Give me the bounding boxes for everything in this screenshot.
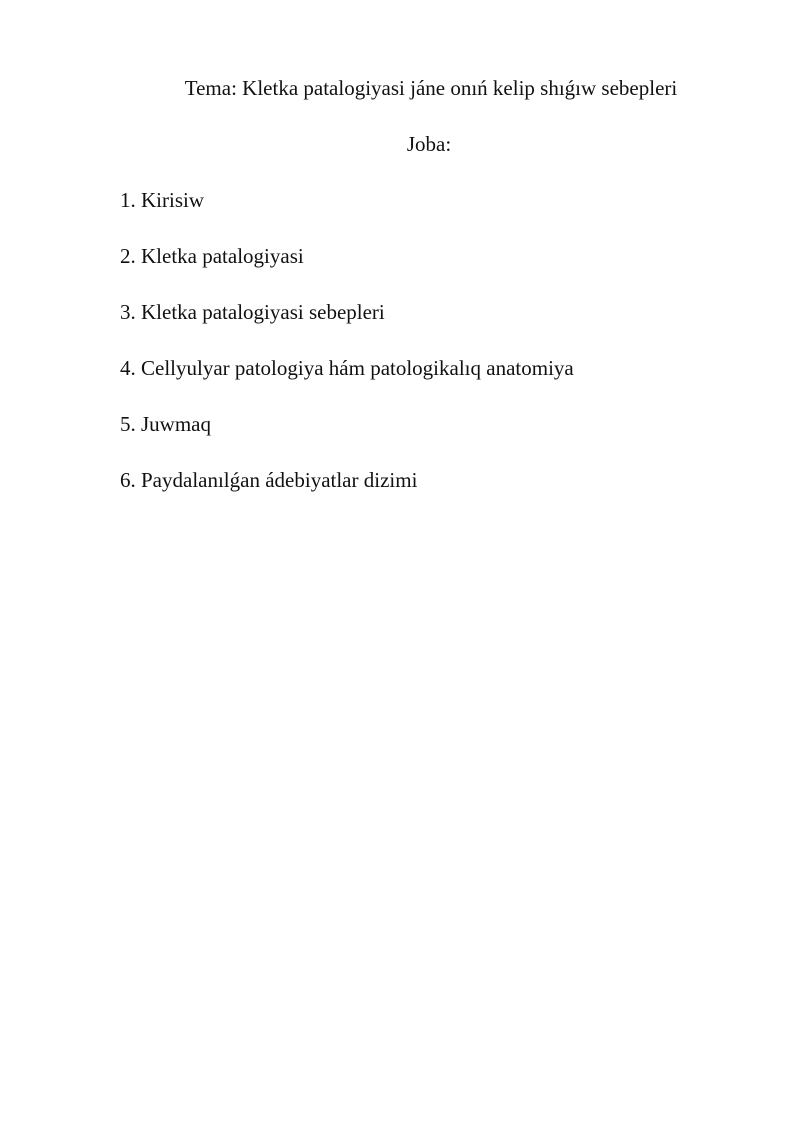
plan-item-cell-pathology: 2. Kletka patalogiyasi: [120, 244, 304, 268]
plan-item-introduction: 1. Kirisiw: [120, 188, 204, 212]
document-title: Tema: Kletka patalogiyasi jáne onıń kelip shıǵıw sebepleri: [184, 76, 678, 100]
plan-item-cellular-pathology: 4. Cellyulyar patologiya hám patologikalıq anatomiya: [120, 356, 574, 380]
plan-heading: Joba:: [406, 132, 452, 156]
plan-item-conclusion: 5. Juwmaq: [120, 412, 211, 436]
plan-item-references: 6. Paydalanılǵan ádebiyatlar dizimi: [120, 468, 418, 492]
plan-list: [120, 186, 574, 522]
plan-item-causes: 3. Kletka patalogiyasi sebepleri: [120, 300, 385, 324]
